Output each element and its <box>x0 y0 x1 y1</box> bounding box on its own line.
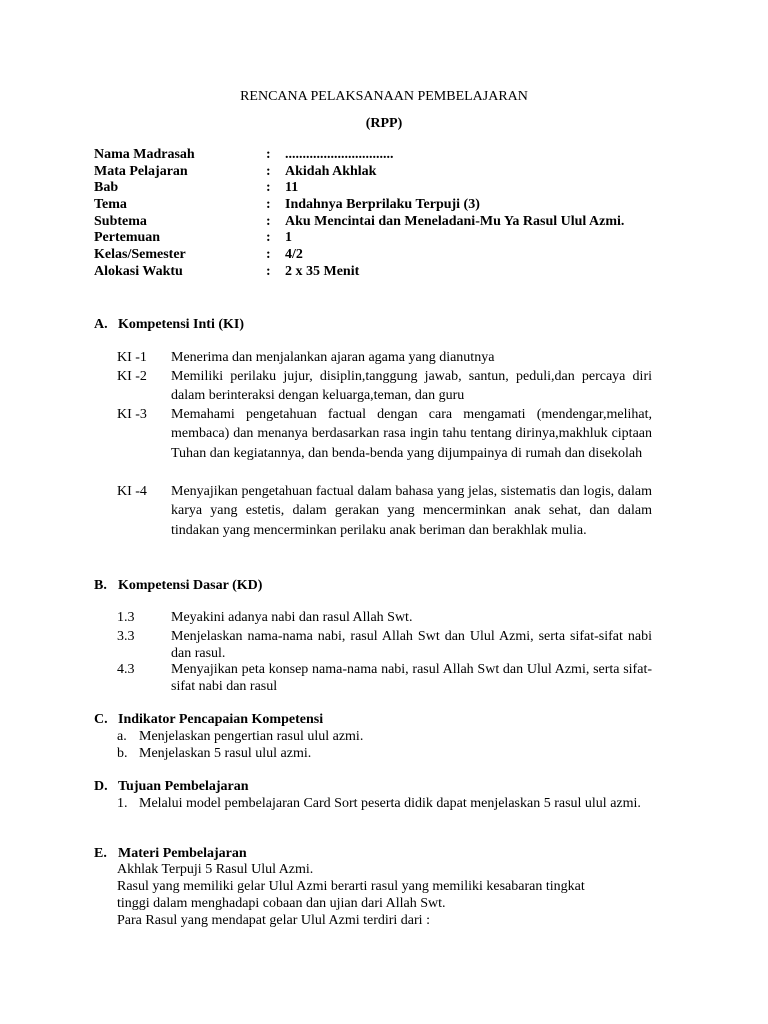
info-row: Tema : Indahnya Berprilaku Terpuji (3) <box>94 197 480 213</box>
ki-item: KI -1 Menerima dan menjalankan ajaran agama yang dianutnya <box>117 350 495 365</box>
info-row: Subtema : Aku Mencintai dan Meneladani-Mu Ya Rasul Ulul Azmi. <box>94 213 625 229</box>
info-row: Nama Madrasah : ............................... <box>94 147 394 162</box>
info-row: Alokasi Waktu : 2 x 35 Menit <box>94 263 360 279</box>
material-line: tinggi dalam menghadapi cobaan dan ujian dari Allah Swt. <box>117 896 446 911</box>
section-b-heading: B. Kompetensi Dasar (KD) <box>94 578 263 593</box>
section-e-heading: E. Materi Pembelajaran <box>94 846 247 861</box>
material-line: Para Rasul yang mendapat gelar Ulul Azmi terdiri dari : <box>117 913 430 928</box>
ki-item: KI -4 Menyajikan pengetahuan factual dalam bahasa yang jelas, sistematis dan logis, dalam karya yang estetis, dalam gerakan yang mencerminkan anak sehat, dan dalam tindakan yang mencerminkan perilaku anak beriman dan berakhlak mulia. <box>117 484 652 538</box>
section-d-heading: D. Tujuan Pembelajaran <box>94 779 249 794</box>
material-line: Rasul yang memiliki gelar Ulul Azmi berarti rasul yang memiliki kesabaran tingkat <box>117 879 585 894</box>
kd-item: 1.3 Meyakini adanya nabi dan rasul Allah Swt. <box>117 610 413 625</box>
info-row: Bab : 11 <box>94 180 299 196</box>
kd-item: 3.3 Menjelaskan nama-nama nabi, rasul Allah Swt dan Ulul Azmi, serta sifat-sifat nabi dan rasul. <box>117 629 652 661</box>
identity-table <box>94 147 694 281</box>
ki-item: KI -3 Memahami pengetahuan factual dengan cara mengamati (mendengar,melihat, membaca) dan menanya berdasarkan rasa ingin tahu tentang dirinya,makhluk ciptaan Tuhan dan kegiatannya, dan benda-benda yang dijumpainya di rumah dan disekolah <box>117 407 652 461</box>
kd-item: 4.3 Menyajikan peta konsep nama-nama nabi, rasul Allah Swt dan Ulul Azmi, serta sifat-sifat nabi dan rasul <box>117 662 652 694</box>
material-line: Akhlak Terpuji 5 Rasul Ulul Azmi. <box>117 862 314 877</box>
info-row: Kelas/Semester : 4/2 <box>94 247 303 263</box>
indicator-item: b. Menjelaskan 5 rasul ulul azmi. <box>117 746 312 761</box>
info-row: Mata Pelajaran : Akidah Akhlak <box>94 163 377 179</box>
section-a-heading: A. Kompetensi Inti (KI) <box>94 317 244 332</box>
indicator-item: a. Menjelaskan pengertian rasul ulul azmi. <box>117 729 364 744</box>
objective-item: 1. Melalui model pembelajaran Card Sort peserta didik dapat menjelaskan 5 rasul ulul azmi. <box>117 796 641 811</box>
ki-item: KI -2 Memiliki perilaku jujur, disiplin,tanggung jawab, santun, peduli,dan percaya diri dalam berinteraksi dengan keluarga,teman, dan guru <box>117 369 652 404</box>
document-subtitle: (RPP) <box>365 116 403 131</box>
info-row: Pertemuan : 1 <box>94 230 292 246</box>
section-c-heading: C. Indikator Pencapaian Kompetensi <box>94 712 324 727</box>
document-title: RENCANA PELAKSANAAN PEMBELAJARAN <box>240 89 528 104</box>
